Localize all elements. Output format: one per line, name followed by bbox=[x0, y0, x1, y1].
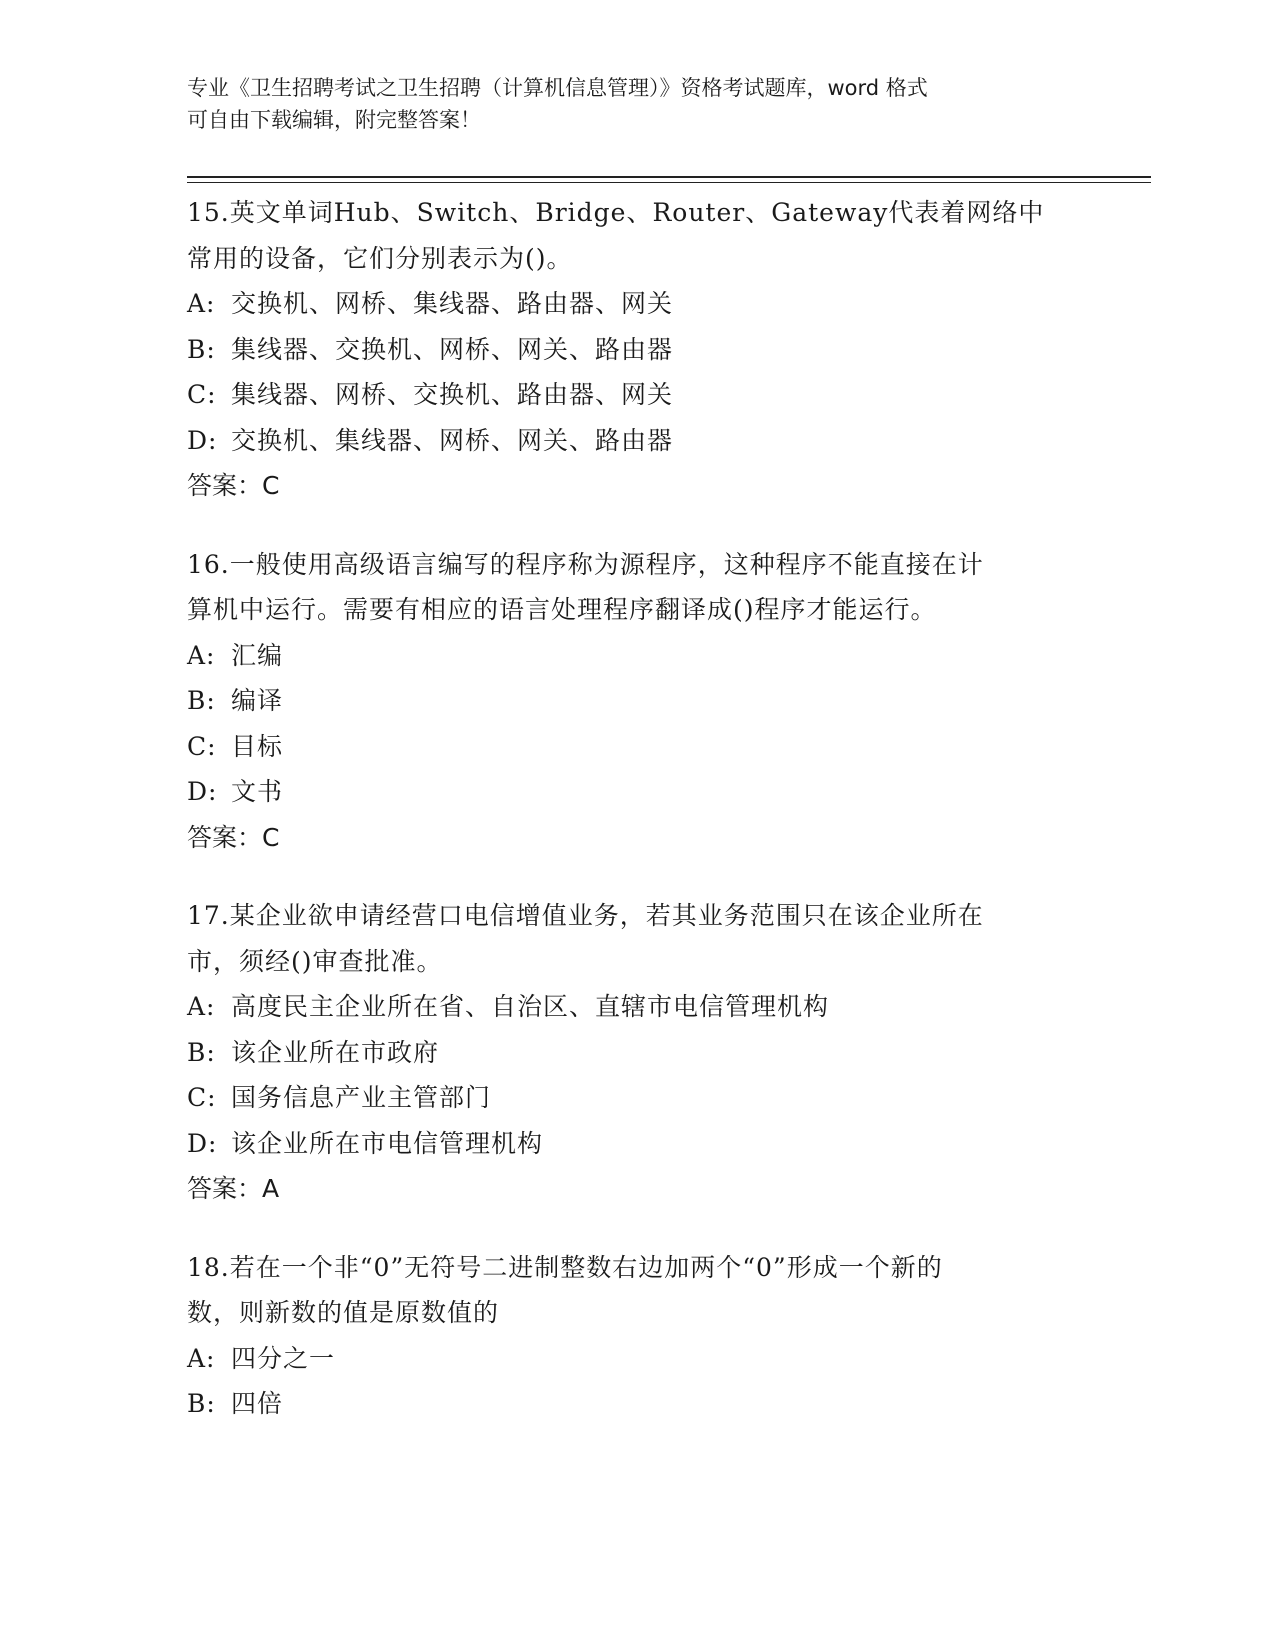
option-b bbox=[187, 1030, 1087, 1076]
option-text: 编译 bbox=[231, 686, 284, 715]
question-list bbox=[187, 190, 1087, 1460]
option-text: 国务信息产业主管部门 bbox=[231, 1083, 492, 1112]
option-a bbox=[187, 1336, 1087, 1382]
option-b bbox=[187, 678, 1087, 724]
question-text-line: 算机中运行。需要有相应的语言处理程序翻译成()程序才能运行。 bbox=[187, 595, 937, 624]
option-text: 目标 bbox=[231, 731, 284, 761]
question-text-line: 数，则新数的值是原数值的 bbox=[187, 1298, 500, 1327]
option-letter: A: bbox=[187, 992, 216, 1021]
option-b bbox=[187, 1381, 1087, 1427]
question-16 bbox=[187, 542, 1087, 861]
option-c bbox=[187, 1075, 1087, 1121]
header-line-2: 可自由下载编辑，附完整答案！ bbox=[187, 108, 481, 132]
option-text: 汇编 bbox=[231, 640, 284, 670]
question-text-line: 常用的设备，它们分别表示为()。 bbox=[187, 243, 573, 273]
option-letter: B: bbox=[187, 1037, 216, 1067]
option-d bbox=[187, 1121, 1087, 1167]
question-text-line: 17.某企业欲申请经营口电信增值业务，若其业务范围只在该企业所在 bbox=[187, 901, 984, 930]
answer-line: 答案：C bbox=[187, 471, 280, 500]
option-letter: C: bbox=[187, 380, 217, 409]
option-letter: B: bbox=[187, 686, 216, 715]
option-letter: D: bbox=[187, 777, 218, 806]
option-text: 集线器、交换机、网桥、网关、路由器 bbox=[231, 334, 674, 364]
question-text-line: 18.若在一个非“0”无符号二进制整数右边加两个“0”形成一个新的 bbox=[187, 1252, 943, 1282]
option-text: 文书 bbox=[231, 777, 284, 806]
answer-line: 答案：C bbox=[187, 822, 280, 852]
option-text: 该企业所在市电信管理机构 bbox=[231, 1128, 544, 1158]
option-letter: B: bbox=[187, 1389, 216, 1418]
option-text: 四倍 bbox=[231, 1389, 284, 1418]
option-text: 该企业所在市政府 bbox=[231, 1037, 440, 1067]
option-text: 交换机、集线器、网桥、网关、路由器 bbox=[231, 425, 674, 455]
answer-line: 答案：A bbox=[187, 1174, 280, 1203]
option-text: 集线器、网桥、交换机、路由器、网关 bbox=[231, 380, 674, 409]
option-letter: A: bbox=[187, 640, 216, 670]
option-d bbox=[187, 418, 1087, 464]
option-b bbox=[187, 327, 1087, 373]
question-15 bbox=[187, 190, 1087, 509]
option-letter: A: bbox=[187, 289, 216, 318]
document-header bbox=[187, 72, 1067, 136]
option-letter: D: bbox=[187, 425, 218, 455]
option-letter: C: bbox=[187, 1083, 217, 1112]
question-18 bbox=[187, 1245, 1087, 1427]
question-text-line: 16.一般使用高级语言编写的程序称为源程序，这种程序不能直接在计 bbox=[187, 549, 984, 579]
question-17 bbox=[187, 893, 1087, 1212]
option-letter: A: bbox=[187, 1343, 216, 1373]
option-a bbox=[187, 633, 1087, 679]
header-line-1: 专业《卫生招聘考试之卫生招聘（计算机信息管理）》资格考试题库，word 格式 bbox=[187, 76, 928, 100]
option-text: 四分之一 bbox=[231, 1343, 336, 1373]
option-c bbox=[187, 372, 1087, 418]
option-letter: D: bbox=[187, 1128, 218, 1158]
option-text: 高度民主企业所在省、自治区、直辖市电信管理机构 bbox=[231, 992, 830, 1021]
option-a bbox=[187, 281, 1087, 327]
question-text-line: 15.英文单词Hub、Switch、Bridge、Router、Gateway代表着网络中 bbox=[187, 198, 1045, 227]
header-divider-thin bbox=[187, 182, 1151, 183]
option-d bbox=[187, 769, 1087, 815]
option-c bbox=[187, 724, 1087, 770]
question-text-line: 市，须经()审查批准。 bbox=[187, 946, 443, 976]
option-letter: C: bbox=[187, 731, 217, 761]
option-letter: B: bbox=[187, 334, 216, 364]
option-a bbox=[187, 984, 1087, 1030]
option-text: 交换机、网桥、集线器、路由器、网关 bbox=[231, 289, 674, 318]
header-divider-thick bbox=[187, 176, 1151, 178]
